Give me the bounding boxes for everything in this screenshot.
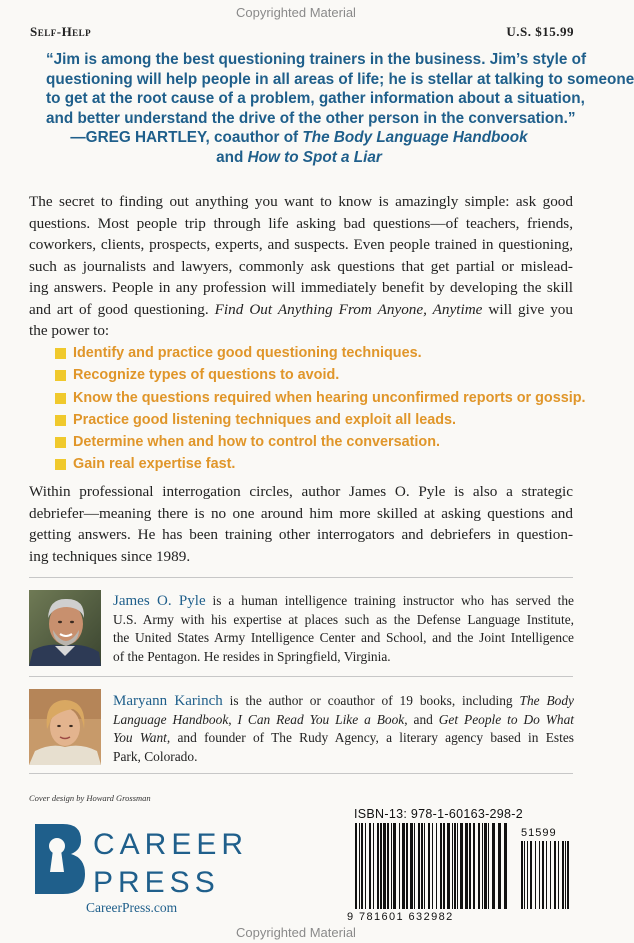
description-line [29,299,573,321]
bio-line [113,711,574,730]
benefit-text: Practice good listening techniques and exploit all leads. [73,411,457,428]
ean-digits: 9 781601 632982 [347,911,454,923]
bullet-square-icon [55,348,66,359]
description-line: The secret to finding out anything you want to know is amazingly simple: ask good [29,193,573,210]
author-credentials-paragraph [29,481,573,567]
attribution-book: How to Spot a Liar [247,148,382,166]
text-run: and art of good questioning. [29,300,215,318]
bullet-square-icon [55,437,66,448]
price-label: U.S. $15.99 [506,24,574,39]
category-label: Self-Help [30,24,92,39]
benefit-text: Determine when and how to control the conversation. [73,434,441,451]
author-photo-karinch [29,689,101,765]
benefit-item [55,431,586,453]
text-run: will give you [482,300,573,318]
bio-line [113,592,574,611]
book-title: Get People to Do What [438,711,574,727]
text-run: , [228,711,238,727]
benefit-item [55,342,586,364]
benefit-item [55,409,586,431]
cover-credit: Cover design by Howard Grossman [29,793,151,803]
book-title: Language Handbook [113,711,229,727]
text-run: is a human intelligence training instructor who has served the [205,593,574,608]
paragraph-line: Within professional interrogation circles, author James O. Pyle is also a strategic [29,483,573,500]
publisher-logo-mark [27,820,249,900]
bullet-square-icon [55,459,66,470]
book-title: I Can Read You Like a Book [237,711,405,727]
bullet-square-icon [55,415,66,426]
description [29,191,573,342]
watermark-top: Copyrighted Material [236,5,356,20]
quote-line: to get at the root cause of a problem, gather information about a situation, [46,90,585,107]
publisher-name-line1: CAREER [93,828,249,861]
quote-line: and better understand the drive of the other person in the conversation.” [46,109,576,127]
benefit-text: Identify and practice good questioning techniques. [73,345,422,361]
quote-attribution [46,128,552,148]
quote-attribution-2 [46,148,552,168]
benefit-text: Gain real expertise fast. [73,456,236,473]
isbn-label: ISBN-13: 978-1-60163-298-2 [354,807,524,821]
text-run: is the author or coauthor of 19 books, including [222,693,520,708]
author-name: Maryann Karinch [113,693,223,709]
author-bio-pyle [113,592,574,667]
price-code: 51599 [521,827,557,839]
description-line: the power to: [29,322,110,339]
publisher-name-line2: PRESS [93,866,220,899]
endorsement-quote [46,50,634,167]
paragraph-line: ing techniques since 1989. [29,547,191,565]
book-title: The Body [519,693,574,708]
bullet-square-icon [55,393,66,404]
author-bio-karinch [113,692,574,767]
bio-line: U.S. Army with his expertise at places such as the Defense Language Institute, [113,611,574,627]
attribution-name: —GREG HARTLEY, coauthor of [70,129,303,146]
quote-line: “Jim is among the best questioning trainers in the business. Jim’s style of [46,51,587,68]
book-title: Find Out Anything From Anyone, Anytime [214,300,483,318]
author-photo-pyle [29,590,101,666]
attribution-and: and [216,148,248,166]
description-line: coworkers, clients, prospects, experts, and suspects. Even people trained in questioning, [29,236,573,253]
benefit-item [55,387,586,409]
bio-line: the United States Army Intelligence Center and School, and the Joint Intelligence [113,630,574,646]
divider [29,773,573,774]
bullet-square-icon [55,370,66,381]
description-line: ing answers. People in any profession will immediately benefit by developing the skill [29,279,573,296]
benefit-text: Know the questions required when hearing unconfirmed reports or gossip. [73,389,586,406]
divider [29,676,573,677]
bio-line [113,729,574,748]
bio-line: Park, Colorado. [113,749,198,765]
book-title: You Want [113,730,167,746]
text-run: , and founder of The Rudy Agency, a literary agency based in Estes [166,730,574,746]
benefit-item [55,453,586,475]
description-line: questions. Most people trip through life asking bad questions—of teachers, friends, [29,214,573,232]
benefit-item [55,364,586,386]
paragraph-line: getting answers. He has been training other interrogators and debriefers in question- [29,526,573,543]
description-line: such as journalists and lawyers, commonly ask questions that get partial or mislead- [29,257,573,275]
paragraph-line: debriefer—meaning there is no one around him more skilled at asking questions and [29,504,573,522]
attribution-book: The Body Language Handbook [302,129,528,146]
watermark-bottom: Copyrighted Material [236,925,356,940]
author-name: James O. Pyle [113,593,206,609]
bio-line [113,692,574,711]
benefit-list [55,342,586,476]
bio-line: of the Pentagon. He resides in Springfield, Virginia. [113,649,391,665]
text-run: , and [404,711,439,727]
publisher-url[interactable]: CareerPress.com [86,900,178,915]
divider [29,577,573,578]
benefit-text: Recognize types of questions to avoid. [73,367,340,384]
quote-line: questioning will help people in all areas of life; he is stellar at talking to someone [46,70,634,88]
